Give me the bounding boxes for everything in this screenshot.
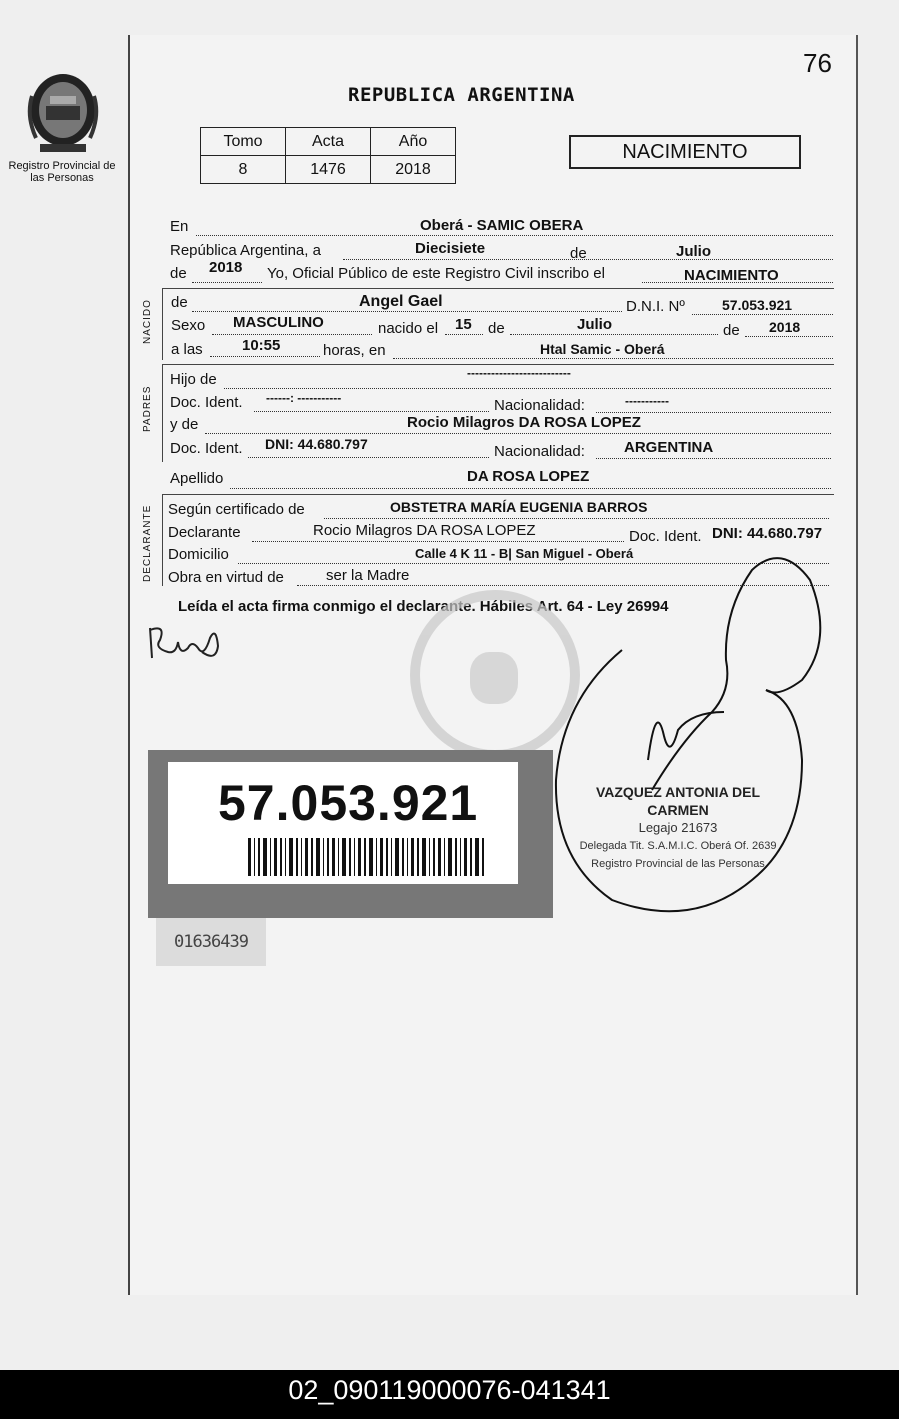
- sticker-label: [168, 762, 518, 884]
- dotted-line: [324, 518, 829, 519]
- id-number-sticker: [148, 750, 553, 918]
- padres-section-label: PADRES: [142, 385, 153, 432]
- dotted-line: [596, 458, 831, 459]
- acta-header: Acta: [286, 128, 371, 156]
- registry-logo-caption: Registro Provincial de las Personas: [8, 160, 116, 184]
- dotted-line: [212, 334, 372, 335]
- horas-en-label: horas, en: [323, 342, 386, 359]
- birth-day: 15: [455, 316, 472, 333]
- declarante-label: Declarante: [168, 524, 241, 541]
- declarante-section-label: DECLARANTE: [142, 504, 153, 582]
- dotted-line: [510, 334, 718, 335]
- obra-label: Obra en virtud de: [168, 569, 284, 586]
- dotted-line: [248, 457, 489, 458]
- child-dni: 57.053.921: [722, 297, 793, 313]
- nacionalidad-label: Nacionalidad:: [494, 397, 585, 414]
- section-divider: [162, 364, 834, 365]
- dotted-line: [254, 411, 489, 412]
- republica-label: República Argentina, a: [170, 242, 321, 259]
- record-type-inline: NACIMIENTO: [684, 267, 779, 284]
- dotted-line: [393, 358, 833, 359]
- month-value: Julio: [676, 243, 712, 260]
- dotted-line: [745, 336, 833, 337]
- de-label: de: [723, 322, 740, 339]
- sticker-number: 57.053.921: [218, 775, 479, 831]
- registrar-legajo: Legajo 21673: [638, 820, 718, 835]
- provincial-coat-of-arms-icon: [22, 66, 104, 156]
- dotted-line: [343, 259, 833, 260]
- certificado-label: Según certificado de: [168, 501, 305, 518]
- document-title: REPUBLICA ARGENTINA: [348, 84, 575, 106]
- registrar-stamp: [568, 783, 788, 873]
- surname-value: DA ROSA LOPEZ: [467, 468, 590, 485]
- declarant-doc: DNI: 44.680.797: [712, 525, 823, 542]
- capacity-value: ser la Madre: [326, 567, 410, 584]
- registrar-name: VAZQUEZ ANTONIA DEL CARMEN: [595, 784, 761, 818]
- tomo-value: 8: [201, 156, 286, 184]
- dotted-line: [224, 388, 831, 389]
- birth-time: 10:55: [242, 337, 281, 354]
- father-doc: ------: -----------: [266, 391, 342, 405]
- registrar-office: Registro Provincial de las Personas: [591, 858, 765, 870]
- father-nationality: -----------: [625, 394, 669, 408]
- doc-ident-label: Doc. Ident.: [170, 440, 243, 457]
- declarant-name: Rocio Milagros DA ROSA LOPEZ: [313, 522, 536, 539]
- year-value: 2018: [209, 259, 243, 276]
- dotted-line: [205, 433, 831, 434]
- dni-label: D.N.I. Nº: [626, 298, 685, 315]
- anio-header: Año: [371, 128, 456, 156]
- section-vertical: [162, 288, 163, 360]
- de2-label: de: [170, 265, 187, 282]
- doc-ident-label: Doc. Ident.: [629, 528, 702, 545]
- acta-value: 1476: [286, 156, 371, 184]
- legal-statement: Leída el acta firma conmigo el declarante. Hábiles Art. 64 - Ley 26994: [178, 598, 669, 615]
- birth-place: Htal Samic - Oberá: [540, 341, 665, 357]
- barcode-icon: [248, 838, 484, 876]
- section-vertical: [162, 364, 163, 462]
- apellido-label: Apellido: [170, 470, 224, 487]
- father-name: --------------------------: [467, 366, 571, 380]
- place-value: Oberá - SAMIC OBERA: [420, 217, 584, 234]
- mother-doc: DNI: 44.680.797: [265, 436, 368, 452]
- address-value: Calle 4 K 11 - B| San Miguel - Oberá: [415, 546, 634, 561]
- nacido-section-label: NACIDO: [142, 299, 153, 344]
- tomo-header: Tomo: [201, 128, 286, 156]
- dotted-line: [210, 356, 320, 357]
- section-divider: [162, 494, 834, 495]
- mother-nationality: ARGENTINA: [624, 439, 714, 456]
- anio-value: 2018: [371, 156, 456, 184]
- dotted-line: [192, 282, 262, 283]
- dotted-line: [596, 412, 831, 413]
- nacido-de-label: de: [171, 294, 188, 311]
- domicilio-label: Domicilio: [168, 546, 229, 563]
- birth-year: 2018: [769, 319, 801, 335]
- de-label: de: [570, 245, 587, 262]
- dotted-line: [445, 334, 483, 335]
- record-type-box: NACIMIENTO: [569, 135, 801, 169]
- birth-month: Julio: [577, 316, 613, 333]
- section-vertical: [162, 494, 163, 586]
- dotted-line: [230, 488, 831, 489]
- section-divider: [162, 288, 834, 289]
- certificate-issuer: OBSTETRA MARÍA EUGENIA BARROS: [390, 499, 648, 515]
- dotted-line: [192, 311, 622, 312]
- dotted-line: [692, 314, 833, 315]
- doc-ident-label: Doc. Ident.: [170, 394, 243, 411]
- registrar-position: Delegada Tit. S.A.M.I.C. Oberá Of. 2639: [579, 840, 777, 852]
- tomo-acta-anio-table: [200, 127, 456, 184]
- de-label: de: [488, 320, 505, 337]
- oficial-text: Yo, Oficial Público de este Registro Civil inscribo el: [267, 265, 605, 282]
- declarant-signature-icon: [146, 618, 226, 668]
- sexo-label: Sexo: [171, 317, 206, 334]
- a-las-label: a las: [171, 341, 203, 358]
- mother-name: Rocio Milagros DA ROSA LOPEZ: [407, 414, 641, 431]
- sex-value: MASCULINO: [233, 314, 324, 331]
- dotted-line: [196, 235, 833, 236]
- hijo-de-label: Hijo de: [170, 371, 217, 388]
- en-label: En: [170, 218, 189, 235]
- child-name: Angel Gael: [359, 293, 443, 310]
- serial-number-stamp: 01636439: [156, 918, 266, 966]
- nacido-el-label: nacido el: [378, 320, 439, 337]
- page-number: 76: [803, 48, 832, 78]
- nacionalidad-label: Nacionalidad:: [494, 443, 585, 460]
- day-value: Diecisiete: [415, 240, 486, 257]
- y-de-label: y de: [170, 416, 199, 433]
- scan-file-id: 02_090119000076-041341: [0, 1370, 899, 1419]
